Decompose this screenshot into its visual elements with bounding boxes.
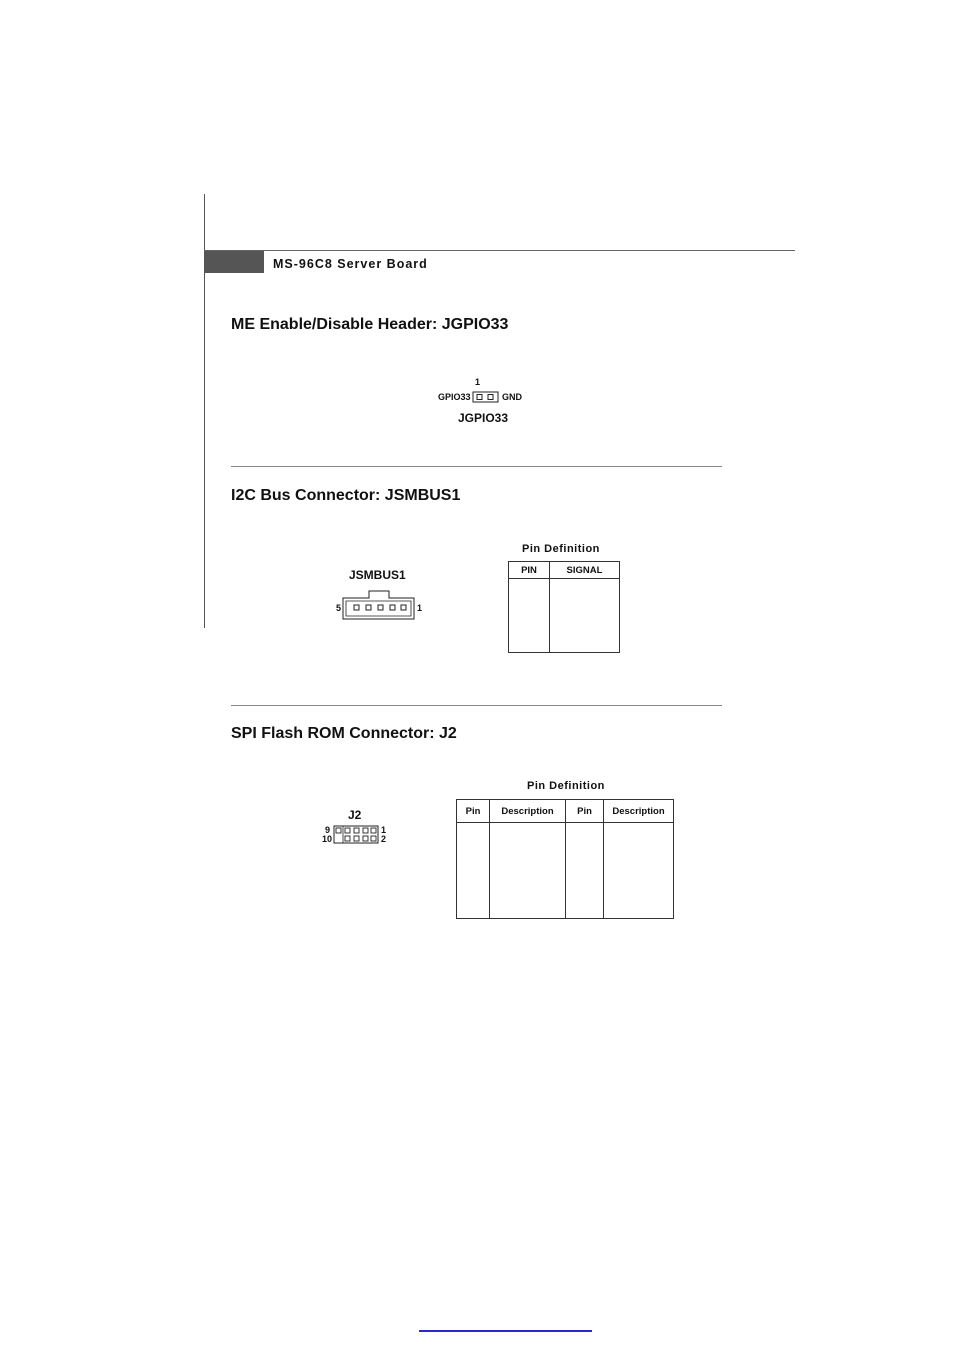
jgpio33-pin1-label: 1 [475, 377, 481, 387]
j2-header-icon [333, 825, 380, 845]
spi-pin-b-cell [566, 823, 604, 919]
jsmbus1-connector-name: JSMBUS1 [349, 568, 406, 582]
spi-col-description-b: Description [604, 800, 674, 823]
spi-col-pin-a: Pin [457, 800, 490, 823]
i2c-section-title: I2C Bus Connector: JSMBUS1 [231, 487, 461, 504]
me-section-title: ME Enable/Disable Header: JGPIO33 [231, 316, 509, 333]
spi-col-description-a: Description [490, 800, 566, 823]
j2-pin9-label: 9 [325, 825, 331, 835]
i2c-col-signal: SIGNAL [550, 562, 620, 579]
j2-connector-name: J2 [348, 808, 362, 822]
header-rule [204, 250, 795, 251]
i2c-pin-cell [509, 579, 550, 653]
i2c-pin-table [508, 561, 620, 653]
i2c-pin-definition-title: Pin Definition [522, 543, 600, 555]
i2c-signal-cell [550, 579, 620, 653]
spi-description-b-cell [604, 823, 674, 919]
jgpio33-connector-name: JGPIO33 [458, 411, 509, 425]
jsmbus1-pin1-label: 1 [417, 603, 423, 613]
spi-section-title: SPI Flash ROM Connector: J2 [231, 725, 457, 742]
spi-pin-table [456, 799, 674, 919]
spi-pin-a-cell [457, 823, 490, 919]
jgpio33-right-label: GND [502, 392, 522, 402]
spi-col-pin-b: Pin [566, 800, 604, 823]
i2c-col-pin: PIN [509, 562, 550, 579]
jsmbus1-pin5-label: 5 [336, 603, 342, 613]
jgpio33-left-label: GPIO33 [438, 392, 471, 402]
j2-pin1-label: 1 [381, 825, 387, 835]
spi-pin-definition-title: Pin Definition [527, 780, 605, 792]
section-separator [231, 705, 722, 706]
footer-link-underline[interactable] [419, 1330, 592, 1332]
section-separator [231, 466, 722, 467]
j2-pin10-label: 10 [322, 834, 333, 844]
j2-pin2-label: 2 [381, 834, 387, 844]
jgpio33-header-icon [472, 391, 500, 404]
header-tab-block [205, 251, 264, 273]
jsmbus1-connector-icon [342, 589, 416, 621]
board-title: MS-96C8 Server Board [273, 257, 428, 271]
spi-description-a-cell [490, 823, 566, 919]
